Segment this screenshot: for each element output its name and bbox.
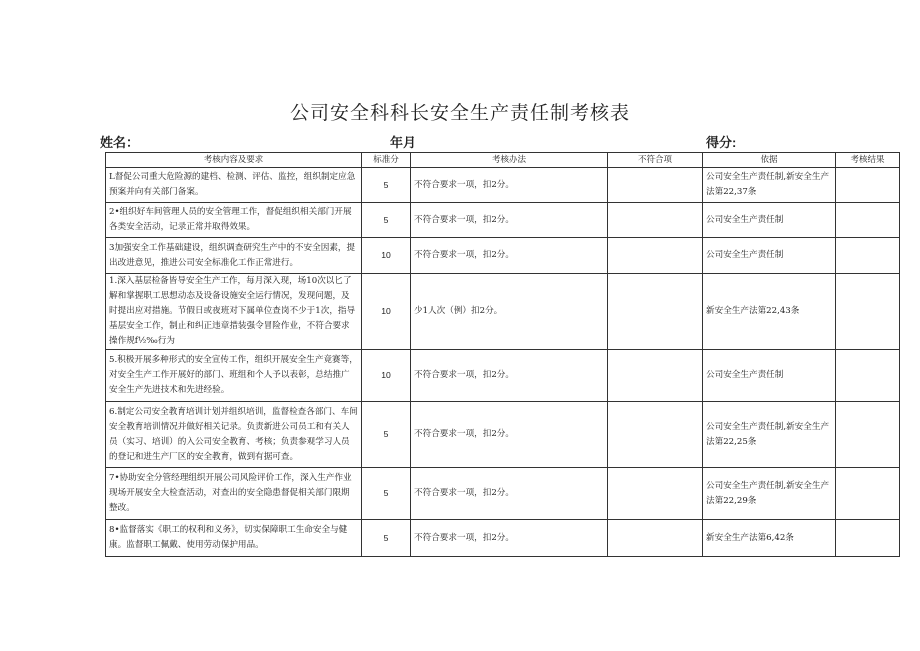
method-cell: 不符合要求一项，扣2分。	[411, 468, 608, 520]
month-label: 年月	[390, 135, 417, 150]
table-row	[106, 350, 900, 402]
basis-cell: 新安全生产法第22,43条	[703, 274, 836, 350]
basis-cell: 新安全生产法第6,42条	[703, 520, 836, 557]
basis-cell: 公司安全生产责任制,新安全生产法第22,37条	[703, 168, 836, 203]
nonconformity-cell[interactable]	[608, 203, 703, 238]
standard-score-cell: 5	[362, 203, 411, 238]
result-cell[interactable]	[836, 402, 900, 468]
method-cell: 不符合要求一项，扣2分。	[411, 350, 608, 402]
requirement-cell: 7•协助安全分管经理组织开展公司风险评价工作，深入生产作业现场开展安全大检查活动，对查出的安全隐患督促相关部门限期整改。	[106, 468, 362, 520]
requirement-cell: 6.制定公司安全教育培训计划并组织培训，监督检查各部门、车间安全教育培训情况并做好相关记录。负责新进公司员工和有关人员（实习、培训）的入公司安全教育、考核；负责参观学习人员的登记和进生产厂区的安全教育，做到有据可查。	[106, 402, 362, 468]
table-row	[106, 168, 900, 203]
requirement-cell: 5.积极开展多种形式的安全宣传工作，组织开展安全生产竟赛等，对安全生产工作开展好的部门、班组和个人予以表彰，总结推广安全生产先进技术和先进经验。	[106, 350, 362, 402]
result-cell[interactable]	[836, 468, 900, 520]
nonconformity-cell[interactable]	[608, 274, 703, 350]
table-row	[106, 238, 900, 274]
result-cell[interactable]	[836, 274, 900, 350]
method-cell: 少1人次（例）扣2分。	[411, 274, 608, 350]
requirement-cell: 1.深入基层检备皆导安全生产工作，每月深入现，场10次以匕了解和掌握职工思想动态及设备设施安全运行情况，发现问题，及时提出应对措施。节假日或夜班对下属单位查岗不少于1次，指导基层安全工作，制止和纠正违章措装强令冒险作业，不符合要求操作规f½‰行为	[106, 274, 362, 350]
table-row	[106, 402, 900, 468]
col-header-standard-score: 标准分	[362, 153, 411, 168]
method-cell: 不符合要求一项，扣2分。	[411, 238, 608, 274]
name-label: 姓名：	[100, 135, 140, 150]
requirement-cell: 2•组织好车间管理人员的安全管理工作，督促组织相关部门开展各类安全活动，记录正常并取得效果。	[106, 203, 362, 238]
page-title: 公司安全科科长安全生产责任制考核表	[289, 102, 630, 124]
col-header-result: 考核结果	[836, 153, 900, 168]
method-cell: 不符合要求一项，扣2分。	[411, 168, 608, 203]
standard-score-cell: 5	[362, 468, 411, 520]
table-header-row	[106, 153, 900, 168]
requirement-cell: 8•监督落实《职工的权利和义务》，切实保障职工生命安全与健康。监督职工佩戴、使用劳动保护用品。	[106, 520, 362, 557]
col-header-method: 考核办法	[411, 153, 608, 168]
requirement-cell: L督促公司重大危险源的建档、检测、评估、监控，组织制定应急预案并向有关部门备案。	[106, 168, 362, 203]
table-row	[106, 520, 900, 557]
col-header-basis: 依据	[703, 153, 836, 168]
basis-cell: 公司安全生产责任制,新安全生产法第22,29条	[703, 468, 836, 520]
nonconformity-cell[interactable]	[608, 402, 703, 468]
method-cell: 不符合要求一项，扣2分。	[411, 203, 608, 238]
table-row	[106, 203, 900, 238]
basis-cell: 公司安全生产责任制	[703, 238, 836, 274]
method-cell: 不符合要求一项，扣2分。	[411, 520, 608, 557]
standard-score-cell: 10	[362, 238, 411, 274]
nonconformity-cell[interactable]	[608, 520, 703, 557]
table-row	[106, 274, 900, 350]
standard-score-cell: 5	[362, 402, 411, 468]
col-header-content: 考核内容及要求	[106, 153, 362, 168]
basis-cell: 公司安全生产责任制	[703, 350, 836, 402]
nonconformity-cell[interactable]	[608, 350, 703, 402]
standard-score-cell: 5	[362, 168, 411, 203]
score-label: 得分:	[706, 135, 737, 150]
result-cell[interactable]	[836, 238, 900, 274]
result-cell[interactable]	[836, 520, 900, 557]
nonconformity-cell[interactable]	[608, 468, 703, 520]
nonconformity-cell[interactable]	[608, 238, 703, 274]
result-cell[interactable]	[836, 203, 900, 238]
standard-score-cell: 5	[362, 520, 411, 557]
basis-cell: 公司安全生产责任制	[703, 203, 836, 238]
table-row	[106, 468, 900, 520]
col-header-nonconformity: 不符合项	[608, 153, 703, 168]
requirement-cell: 3加强安全工作基础建设，组织调查研究生产中的不安全因素，提出改进意见，推进公司安全标准化工作正常进行。	[106, 238, 362, 274]
basis-cell: 公司安全生产责任制,新安全生产法第22,25条	[703, 402, 836, 468]
nonconformity-cell[interactable]	[608, 168, 703, 203]
result-cell[interactable]	[836, 350, 900, 402]
assessment-table	[105, 152, 900, 557]
standard-score-cell: 10	[362, 350, 411, 402]
result-cell[interactable]	[836, 168, 900, 203]
method-cell: 不符合要求一项，扣2分。	[411, 402, 608, 468]
standard-score-cell: 10	[362, 274, 411, 350]
